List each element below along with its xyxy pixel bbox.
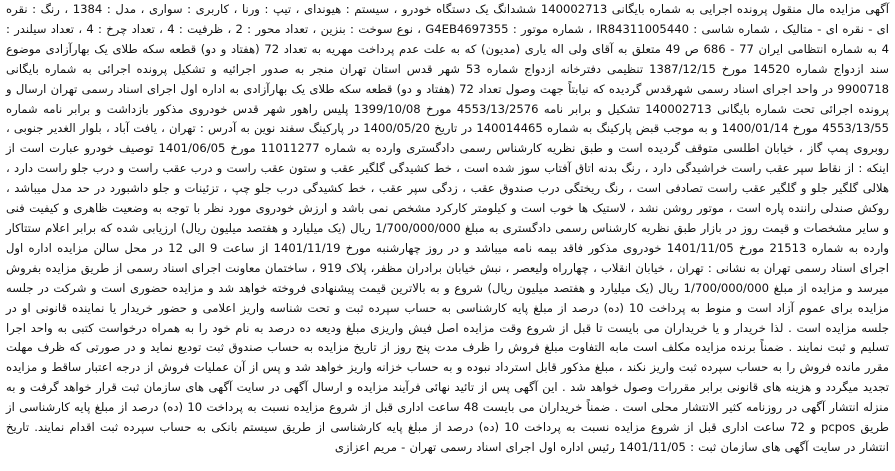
notice-body-text: آگهی مزایده مال منقول پرونده اجرایی به شماره بایگانی 140002713 ششدانگ یک دستگاه خودرو ، سیستم : هیوندای ، تیپ : ورنا ، کاربری : سواری ، مدل : 1384 ، رنگ : نقره ای - نقره ای - متالیک ، شماره شاسی : IR84311005440 ، شماره موتور : G4EB4697355 ، نوع سوخت : بنزین ، تعداد محور : 2 ، ظرفیت : 4 ، تعداد چرخ : 4 ، تعداد سیلندر : 4 به شماره انتظامی ایران 77 - 686 ص 49 متعلق به آقای ولی اله یاری (مدیون) که به علت عدم پرداخت مهریه به تعداد 72 (هفتاد و دو) قطعه سکه طلای یک بهارآزادی موضوع سند ازدواج شماره 14520 مورخ 1387/12/15 تنظیمی دفترخانه ازدواج شماره 53 شهر قدس استان تهران منجر به صدور اجرائیه و تشکیل پرونده اجرائی به شماره بایگانی 9900718 در واحد اجرای اسناد رسمی شهرقدس گردیده که نیابتاً جهت وصول تعداد 72 (هفتاد و دو) قطعه سکه طلای یک بهارآزادی به اداره اول اجرای اسناد رسمی تهران ارسال و پرونده اجرائی تحت شماره بایگانی 140002713 تشکیل و برابر نامه 4553/13/2576 مورخ 1399/10/08 پلیس راهور شهر قدس خودروی مذکور بازداشت و برابر نامه شماره 4553/13/55 مورخ 1400/01/14 و به موجب قبض پارکینگ به شماره 140014465 در تاریخ 1400/05/20 در پارکینگ سفند نوین به آدرس : تهران ، یافت آباد ، بلوار الغدیر جنوبی ، روبروی پمپ گاز ، خیابان اطلسی متوقف گردیده است و طبق نظریه کارشناس رسمی دادگستری وارده به شماره 11011277 مورخ 1401/06/05 توصیف خودرو عبارت است از اینکه : از نقاط سپر عقب راست خراشیدگی دارد ، رنگ بدنه اتاق آفتاب سوز شده است ، خط کشیدگی گلگیر عقب و ستون عقب راست و درب عقب راست و درب جلو راست دارد ، هلالی گلگیر جلو و گلگیر عقب راست تصادفی است ، رنگ ریختگی درب صندوق عقب ، زدگی سپر عقب ، خط کشیدگی درب جلو چپ ، تزئینات و جلو داشبورد در حد مدل میباشد ، روکش صندلی راننده پاره است ، موتور روشن نشد ، لاستیک ها خوب است و کیلومتر کارکرد مشخص نمی باشد و ارزش خودروی مورد نظر با توجه به وضعیت ظاهری و کیفیت فنی و سایر مشخصات و قیمت روز در بازار طبق نظریه کارشناس رسمی دادگستری به مبلغ 1/700/000/000 ریال (یک میلیارد و هفتصد میلیون ریال) ارزیابی شده که برابر اعلام ستتاکار وارده به شماره 21513 مورخ 1401/11/05 خودروی مذکور فاقد بیمه نامه میباشد و در روز چهارشنبه مورخ 1401/11/19 از ساعت 9 الی 12 در محل سالن مزایده اداره اول اجرای اسناد رسمی تهران به نشانی : تهران ، خیابان انقلاب ، چهارراه ولیعصر ، نبش خیابان برادران مظفر، پلاک 919 ، ساختمان معاونت اجرای اسناد رسمی از طریق مزایده بفروش میرسد و مزایده از مبلغ 1/700/000/000 ریال (یک میلیارد و هفتصد میلیون ریال) شروع و به بالاترین قیمت پیشنهادی فروخته خواهد شد و مزایده حضوری است و شرکت در جلسه مزایده برای عموم آزاد است و منوط به پرداخت 10 (ده) درصد از مبلغ پایه کارشناسی به حساب سپرده ثبت و تحت شناسه واریز اعلامی و حضور خریدار یا نماینده قانونی او در جلسه مزایده است . لذا خریدار و یا خریداران می بایست تا قبل از شروع وقت مزایده اصل فیش واریزی مبلغ ودیعه ده درصد به نام خود را به همراه درخواست کتبی به واحد اجرا تسلیم و ثبت نمایند . ضمناً برنده مزایده مکلف است مابه التفاوت مبلغ فروش را ظرف مدت پنج روز از تاریخ مزایده به حساب صندوق ثبت تودیع نماید و در صورتی که ظرف مهلت مقرر مانده فروش را به حساب سپرده ثبت واریز نکند ، مبلغ مذکور قابل استرداد نبوده و به حساب خزانه واریز خواهد شد و پس از آن عملیات فروش از درجه اعتبار ساقط و مزایده تجدید میگردد و هزینه های قانونی برابر مقررات وصول خواهد شد . این آگهی پس از تائید نهائی فرآیند مزایده و ارسال آگهی در سایت آگهی های سازمان ثبت قرار خواهد گرفت و به منزله انتشار آگهی در روزنامه کثیر الانتشار محلی است . ضمناً خریداران می بایست 48 ساعت اداری قبل از شروع مزایده نسبت به پرداخت 10 (ده) درصد از مبلغ پایه کارشناسی از طریق pcpos و 72 ساعت اداری قبل از شروع مزایده نسبت به پرداخت 10 (ده) درصد از مبلغ پایه کارشناسی از طریق سیستم بانکی به حساب سپرده ثبت اقدام نمایند. تاریخ انتشار در سایت آگهی های سازمان ثبت : 1401/11/05 رئیس اداره اول اجرای اسناد رسمی تهران - مریم اعزازی bbox=[6, 2, 890, 454]
